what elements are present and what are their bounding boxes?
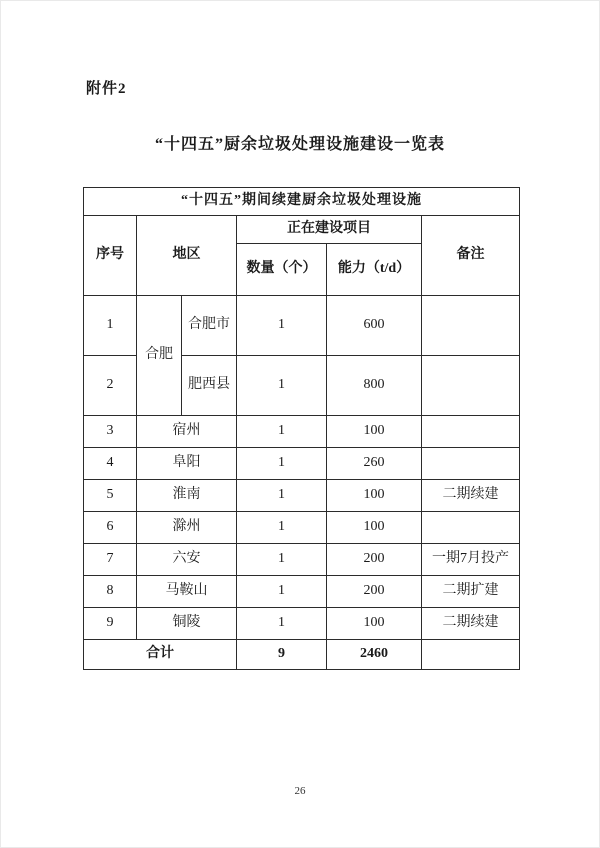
total-capacity: 2460	[327, 640, 422, 670]
header-remarks: 备注	[422, 216, 520, 296]
cell-index: 2	[84, 356, 137, 416]
cell-quantity: 1	[237, 356, 327, 416]
cell-index: 7	[84, 544, 137, 576]
cell-quantity: 1	[237, 480, 327, 512]
cell-quantity: 1	[237, 608, 327, 640]
table-row	[84, 576, 520, 608]
table-row	[84, 416, 520, 448]
cell-quantity: 1	[237, 448, 327, 480]
cell-region: 六安	[137, 544, 237, 576]
table-caption: “十四五”期间续建厨余垃圾处理设施	[84, 188, 520, 216]
cell-index: 4	[84, 448, 137, 480]
table-row	[84, 296, 520, 356]
header-under-construction: 正在建设项目	[237, 216, 422, 244]
cell-region-group: 合肥	[137, 296, 182, 416]
header-region: 地区	[137, 216, 237, 296]
cell-remarks	[422, 512, 520, 544]
cell-remarks	[422, 416, 520, 448]
cell-capacity: 100	[327, 480, 422, 512]
cell-remarks: 二期续建	[422, 608, 520, 640]
cell-quantity: 1	[237, 544, 327, 576]
cell-capacity: 100	[327, 512, 422, 544]
header-index: 序号	[84, 216, 137, 296]
cell-capacity: 600	[327, 296, 422, 356]
cell-remarks: 二期扩建	[422, 576, 520, 608]
cell-remarks: 一期7月投产	[422, 544, 520, 576]
cell-region: 宿州	[137, 416, 237, 448]
table-row	[84, 608, 520, 640]
cell-region: 淮南	[137, 480, 237, 512]
header-quantity: 数量（个）	[237, 244, 327, 296]
cell-region: 滁州	[137, 512, 237, 544]
cell-quantity: 1	[237, 512, 327, 544]
cell-region: 阜阳	[137, 448, 237, 480]
page-title: “十四五”厨余垃圾处理设施建设一览表	[154, 136, 445, 153]
cell-capacity: 800	[327, 356, 422, 416]
cell-remarks: 二期续建	[422, 480, 520, 512]
table-row	[84, 480, 520, 512]
cell-remarks	[422, 356, 520, 416]
cell-index: 8	[84, 576, 137, 608]
cell-capacity: 200	[327, 576, 422, 608]
table-row	[84, 544, 520, 576]
cell-remarks	[422, 296, 520, 356]
cell-region: 合肥市	[182, 296, 237, 356]
total-label: 合计	[84, 640, 237, 670]
cell-capacity: 260	[327, 448, 422, 480]
cell-remarks	[422, 448, 520, 480]
table-total-row	[84, 640, 520, 670]
cell-index: 3	[84, 416, 137, 448]
table-row	[84, 512, 520, 544]
cell-index: 5	[84, 480, 137, 512]
cell-quantity: 1	[237, 416, 327, 448]
cell-index: 1	[84, 296, 137, 356]
page-number: 26	[294, 785, 306, 797]
cell-capacity: 100	[327, 608, 422, 640]
table-caption-row	[84, 188, 520, 216]
cell-capacity: 200	[327, 544, 422, 576]
cell-region: 马鞍山	[137, 576, 237, 608]
cell-index: 6	[84, 512, 137, 544]
cell-index: 9	[84, 608, 137, 640]
cell-quantity: 1	[237, 296, 327, 356]
header-capacity: 能力（t/d）	[327, 244, 422, 296]
cell-region: 铜陵	[137, 608, 237, 640]
cell-capacity: 100	[327, 416, 422, 448]
table-header-row-1	[84, 216, 520, 244]
table-row	[84, 448, 520, 480]
cell-quantity: 1	[237, 576, 327, 608]
total-remarks	[422, 640, 520, 670]
total-quantity: 9	[237, 640, 327, 670]
cell-region: 肥西县	[182, 356, 237, 416]
facilities-table	[83, 187, 520, 670]
attachment-label: 附件2	[86, 81, 127, 97]
